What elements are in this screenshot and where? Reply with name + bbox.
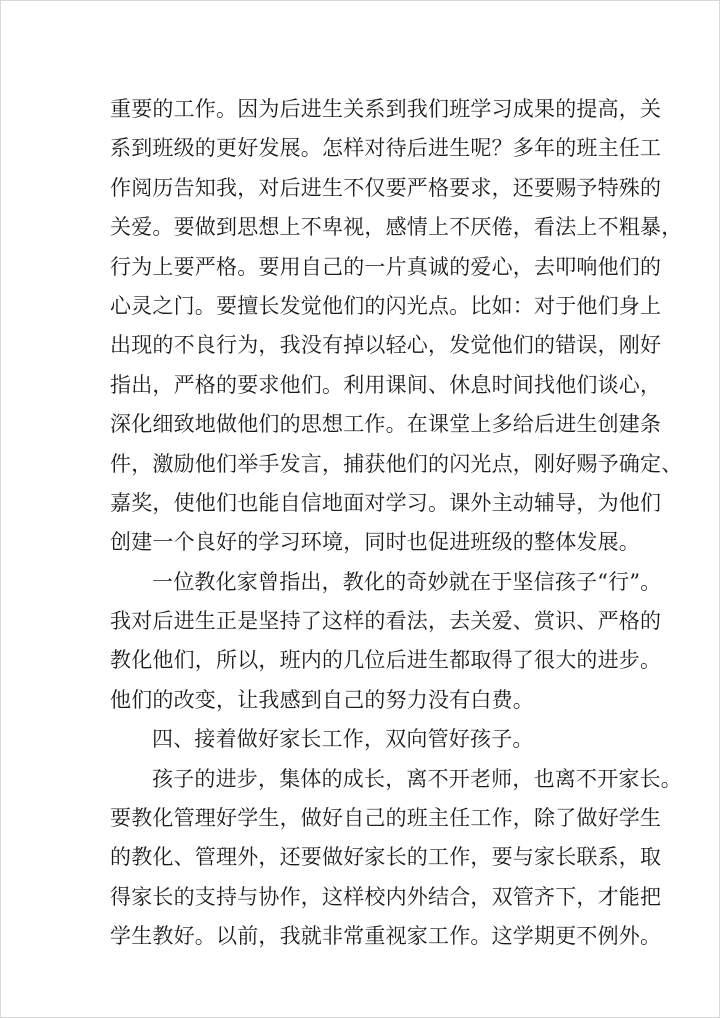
- text-line: 重要的工作。因为后进生关系到我们班学习成果的提高，关: [110, 97, 662, 121]
- text-line: 孩子的进步，集体的成长，离不开老师，也离不开家长。: [152, 766, 682, 791]
- document-body: [110, 90, 683, 957]
- text-line: 他们的改变，让我感到自己的努力没有白费。: [110, 687, 534, 712]
- text-line: 一位教化家曾指出，教化的奇妙就在于坚信孩子“行”。: [152, 569, 662, 594]
- text-line: 心灵之门。要擅长发觉他们的闪光点。比如：对于他们身上: [110, 293, 662, 318]
- text-line: 深化细致地做他们的思想工作。在课堂上多给后进生创建条: [110, 412, 662, 437]
- section-heading: 四、接着做好家长工作，双向管好孩子。: [152, 727, 534, 752]
- text-line: 件，激励他们举手发言，捕获他们的闪光点，刚好赐予确定、: [110, 451, 683, 476]
- text-line: 教化他们，所以，班内的几位后进生都取得了很大的进步。: [110, 648, 662, 673]
- text-line: 的教化、管理外，还要做好家长的工作，要与家长联系，取: [110, 845, 662, 870]
- text-line: 要教化管理好学生，做好自己的班主任工作，除了做好学生: [110, 806, 662, 831]
- text-line: 创建一个良好的学习环境，同时也促进班级的整体发展。: [110, 530, 640, 555]
- text-line: 指出，严格的要求他们。利用课间、休息时间找他们谈心，: [110, 372, 662, 397]
- text-line: 我对后进生正是坚持了这样的看法，去关爱、赏识、严格的: [110, 609, 662, 634]
- text-line: 出现的不良行为，我没有掉以轻心，发觉他们的错误，刚好: [110, 333, 662, 358]
- text-line: 系到班级的更好发展。怎样对待后进生呢？多年的班主任工: [110, 136, 662, 161]
- text-line: 关爱。要做到思想上不卑视，感情上不厌倦，看法上不粗暴，: [110, 215, 683, 240]
- text-line: 行为上要严格。要用自己的一片真诚的爱心，去叩响他们的: [110, 254, 662, 279]
- text-line: 作阅历告知我，对后进生不仅要严格要求，还要赐予特殊的: [110, 175, 662, 200]
- text-line: 得家长的支持与协作，这样校内外结合，双管齐下，才能把: [110, 884, 662, 909]
- text-line: 学生教好。以前，我就非常重视家工作。这学期更不例外。: [110, 924, 662, 949]
- text-line: 嘉奖，使他们也能自信地面对学习。课外主动辅导，为他们: [110, 490, 662, 515]
